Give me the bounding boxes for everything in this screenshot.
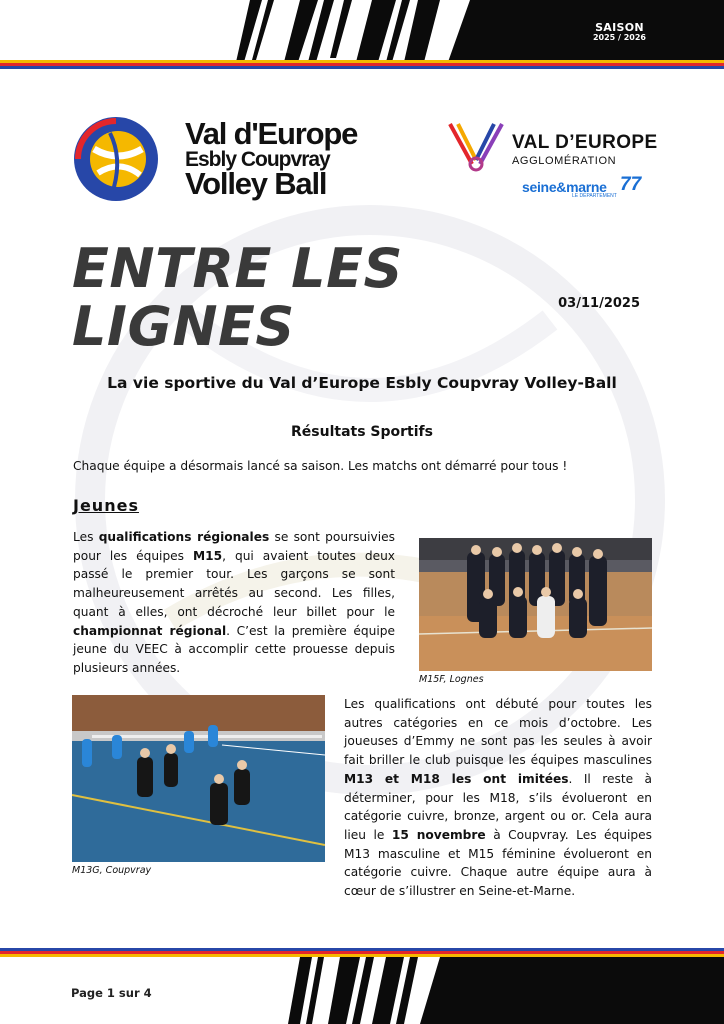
- department-number: 77: [620, 174, 642, 195]
- agglomeration-name: [512, 132, 658, 167]
- val-deurope-logo-icon: [446, 120, 506, 172]
- jeunes-paragraph-1: Les qualifications régionales se sont poursuivies pour les équipes M15, qui avaient toutes deux passé le premier tour. Les garçons se sont malheureusement arrêtés au second. Les filles, quant à elles, ont décroché leur billet pour le championnat régional. C’est la première équipe jeune du VEEC à accomplir cette prouesse depuis plusieurs années.: [73, 530, 396, 675]
- title-line1: ENTRE LES: [72, 237, 403, 300]
- club-name-line1: Val d'Europe: [185, 116, 358, 151]
- team-photo-m15f: [419, 538, 652, 671]
- department-name: seine&marne: [522, 179, 607, 195]
- intro-text: Chaque équipe a désormais lancé sa saison. Les matchs ont démarré pour tous !: [73, 459, 568, 473]
- club-name-line3: Volley Ball: [185, 166, 327, 201]
- season-badge: [593, 22, 646, 42]
- photo1-caption: M15F, Lognes: [419, 674, 484, 685]
- match-photo-m13g: [72, 695, 325, 862]
- department-sub: LE DÉPARTEMENT: [572, 193, 617, 199]
- section-heading: Résultats Sportifs: [291, 424, 433, 440]
- jeunes-paragraph-2: Les qualifications ont débuté pour toutes les autres catégories en ce mois d’octobre. Les joueuses d’Emmy ne sont pas les seules à avoir fait briller le club puisque les équipes masculines M13 et M18 les ont imitées. Il reste à déterminer, pour les M18, s’ils évolueront en catégorie cuivre, bronze, argent ou or. Cela aura lieu le 15 novembre à Coupvray. Les équipes M13 masculine et M15 féminine évolueront en catégorie cuivre. Chaque autre équipe aura à cœur de s’illustrer en Seine-et-Marne.: [344, 697, 652, 899]
- department-logo: [522, 174, 642, 199]
- club-logo-icon: [70, 113, 162, 205]
- jeunes-heading: Jeunes: [73, 496, 139, 515]
- footer-band-graphic: [0, 946, 724, 1024]
- footer-band: [0, 946, 724, 1024]
- issue-date: 03/11/2025: [558, 296, 640, 311]
- agglomeration-title: VAL D’EUROPE: [512, 132, 658, 153]
- season-label: SAISON: [595, 21, 644, 34]
- season-years: 2025 / 2026: [592, 32, 646, 42]
- photo2-caption: M13G, Coupvray: [72, 865, 152, 876]
- title-line2: LIGNES: [72, 295, 295, 358]
- newsletter-subtitle: La vie sportive du Val d’Europe Esbly Coupvray Volley-Ball: [107, 374, 617, 392]
- newsletter-title: [72, 237, 403, 358]
- agglomeration-sub: AGGLOMÉRATION: [512, 155, 617, 167]
- club-name: [185, 118, 357, 199]
- header-band: [0, 0, 724, 72]
- club-name-line2: Esbly Coupvray: [185, 148, 330, 171]
- page-number: Page 1 sur 4: [71, 986, 152, 1000]
